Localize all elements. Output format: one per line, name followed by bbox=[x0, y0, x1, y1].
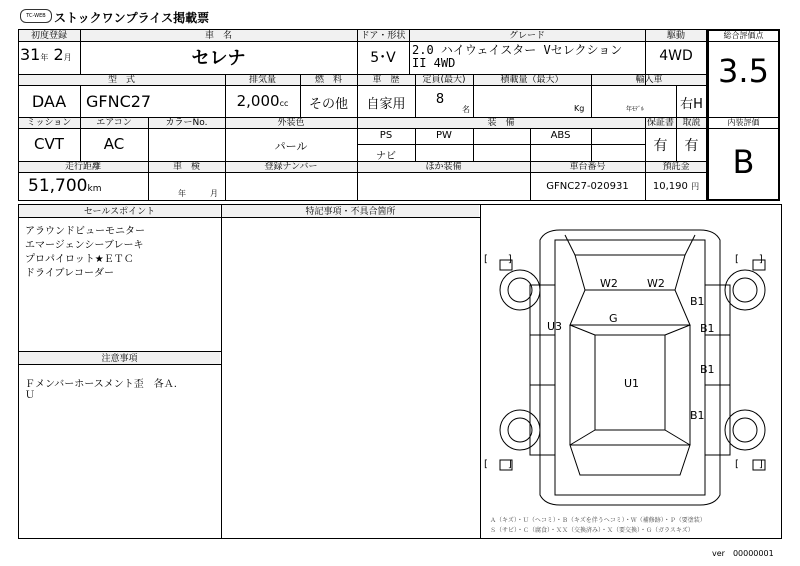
load-unit: Kg bbox=[574, 104, 585, 113]
legend-line: Ｓ（サビ）・Ｃ（腐食）・ＸＸ（交換済み）・Ｘ（要交換）・Ｇ（ガラスキズ） bbox=[490, 527, 694, 534]
damage-mark: U1 bbox=[624, 377, 640, 390]
sales-point-item: プロパイロット★ＥＴＣ bbox=[25, 254, 134, 265]
first-reg-value bbox=[20, 45, 80, 64]
drive-label: 駆動 bbox=[666, 31, 685, 41]
first-reg-label: 初度登録 bbox=[30, 31, 67, 41]
sales-point-item: エマージェンシーブレーキ bbox=[25, 240, 144, 251]
damage-mark: B1 bbox=[700, 322, 715, 335]
model-label: 型 式 bbox=[107, 75, 135, 85]
year-unit: 年 bbox=[40, 53, 49, 62]
import-label: 輸入車 bbox=[635, 75, 663, 85]
manual-value: 有 bbox=[684, 138, 699, 154]
first-reg-month: 2 bbox=[53, 45, 64, 64]
bracket-bottom-left: [ ] bbox=[484, 459, 512, 470]
other-equip-label: ほか装備 bbox=[425, 162, 462, 172]
year-model-label: 年ﾓﾃﾞﾙ bbox=[626, 106, 645, 113]
mileage-number: 51,700 bbox=[28, 176, 88, 196]
displacement-number: 2,000 bbox=[236, 92, 280, 110]
caution-label: 注意事項 bbox=[101, 354, 138, 364]
inspection-label: 車 検 bbox=[172, 162, 200, 172]
mission-value: CVT bbox=[34, 135, 64, 153]
bracket-top-left: [ ] bbox=[484, 254, 512, 265]
bracket-bottom-right: [ ] bbox=[735, 459, 763, 470]
mission-label: ミッション bbox=[26, 118, 72, 128]
exterior-color-value: パール bbox=[274, 140, 308, 153]
displacement-unit: cc bbox=[279, 99, 289, 108]
warranty-label: 保証書 bbox=[646, 118, 674, 128]
fuel-label: 燃 料 bbox=[314, 75, 342, 85]
equipment-label: 装 備 bbox=[487, 118, 515, 128]
damage-mark: U3 bbox=[547, 320, 563, 333]
sales-point-item: アラウンドビューモニター bbox=[25, 226, 145, 237]
page-title: ストックワンプライス掲載票 bbox=[54, 11, 210, 25]
damage-mark: B1 bbox=[690, 295, 705, 308]
load-label: 積載量（最大） bbox=[500, 75, 564, 85]
displacement-value bbox=[225, 92, 300, 110]
exterior-label: 外装色 bbox=[277, 118, 305, 128]
damage-mark: W2 bbox=[600, 277, 618, 290]
mileage-value bbox=[28, 176, 143, 196]
displacement-label: 排気量 bbox=[248, 75, 276, 85]
capacity-value: 8 bbox=[435, 92, 445, 107]
grade-line1: 2.0 ハイウェイスター Vセレクション bbox=[412, 43, 623, 57]
door-shape-label: ドア・形状 bbox=[360, 31, 406, 41]
model-code: GFNC27 bbox=[86, 92, 152, 111]
drive-value: 4WD bbox=[659, 48, 693, 64]
caution-line: Ｆメンバーホースメント歪 各Ａ. bbox=[25, 379, 177, 390]
remarks-label: 特記事項・不具合箇所 bbox=[305, 207, 396, 217]
caution-line: Ｕ bbox=[25, 390, 35, 401]
version-label: ver 00000001 bbox=[712, 549, 774, 558]
legend-line: Ａ（キズ）・Ｕ（ヘコミ）・Ｂ（キズを伴うヘコミ）・Ｗ（補修跡）・Ｐ（要塗装） bbox=[490, 517, 706, 524]
mileage-unit: km bbox=[87, 184, 102, 194]
logo-icon bbox=[20, 9, 52, 23]
chassis-no-label: 車台番号 bbox=[569, 162, 606, 172]
equip-navi: ナビ bbox=[376, 151, 396, 162]
manual-label: 取説 bbox=[682, 118, 701, 128]
equip-pw: PW bbox=[436, 130, 452, 141]
sales-points-label: セールスポイント bbox=[83, 207, 156, 217]
steering-value: 右H bbox=[680, 97, 703, 112]
equip-abs: ABS bbox=[550, 130, 571, 141]
overall-score-value: 3.5 bbox=[718, 52, 769, 90]
history-value: 自家用 bbox=[366, 97, 406, 112]
bracket-top-right: [ ] bbox=[735, 254, 763, 265]
sales-point-item: ドライブレコーダー bbox=[25, 268, 114, 279]
car-name-value: セレナ bbox=[191, 48, 246, 69]
capacity-label: 定員(最大) bbox=[422, 75, 466, 85]
reg-number-label: 登録ナンバー bbox=[264, 162, 318, 172]
color-no-label: カラーNo. bbox=[165, 118, 208, 128]
overall-score-label: 総合評価点 bbox=[723, 31, 764, 40]
fuel-value: その他 bbox=[308, 97, 348, 112]
deposit-number: 10,190 bbox=[652, 181, 688, 192]
interior-score-label: 内装評価 bbox=[727, 118, 760, 127]
first-reg-year: 31 bbox=[20, 45, 41, 64]
car-name-label: 車 名 bbox=[204, 31, 232, 41]
door-shape-value: 5･V bbox=[370, 50, 396, 66]
grade-line2: II 4WD bbox=[412, 56, 456, 70]
damage-mark: B1 bbox=[690, 409, 705, 422]
mileage-label: 走行距離 bbox=[64, 162, 101, 172]
logo-text: TC-WEB bbox=[26, 13, 46, 19]
grade-label: グレード bbox=[508, 31, 545, 41]
deposit-label: 預託金 bbox=[662, 162, 690, 172]
history-label: 車 歴 bbox=[372, 75, 400, 85]
warranty-value: 有 bbox=[653, 138, 668, 154]
interior-score-value: B bbox=[732, 143, 755, 181]
equip-ps: PS bbox=[379, 130, 393, 141]
capacity-unit: 名 bbox=[462, 105, 470, 114]
model-prefix: DAA bbox=[31, 92, 67, 111]
inspection-month-unit: 月 bbox=[210, 189, 218, 198]
damage-mark: W2 bbox=[647, 277, 665, 290]
deposit-unit: 円 bbox=[691, 182, 700, 191]
inspection-year-unit: 年 bbox=[178, 189, 186, 198]
aircon-value: AC bbox=[103, 135, 125, 153]
damage-mark: G bbox=[609, 312, 618, 325]
deposit-value bbox=[645, 181, 707, 192]
damage-mark: B1 bbox=[700, 363, 715, 376]
month-unit: 月 bbox=[63, 53, 72, 62]
aircon-label: エアコン bbox=[96, 118, 132, 128]
chassis-no-value: GFNC27-020931 bbox=[546, 181, 629, 192]
